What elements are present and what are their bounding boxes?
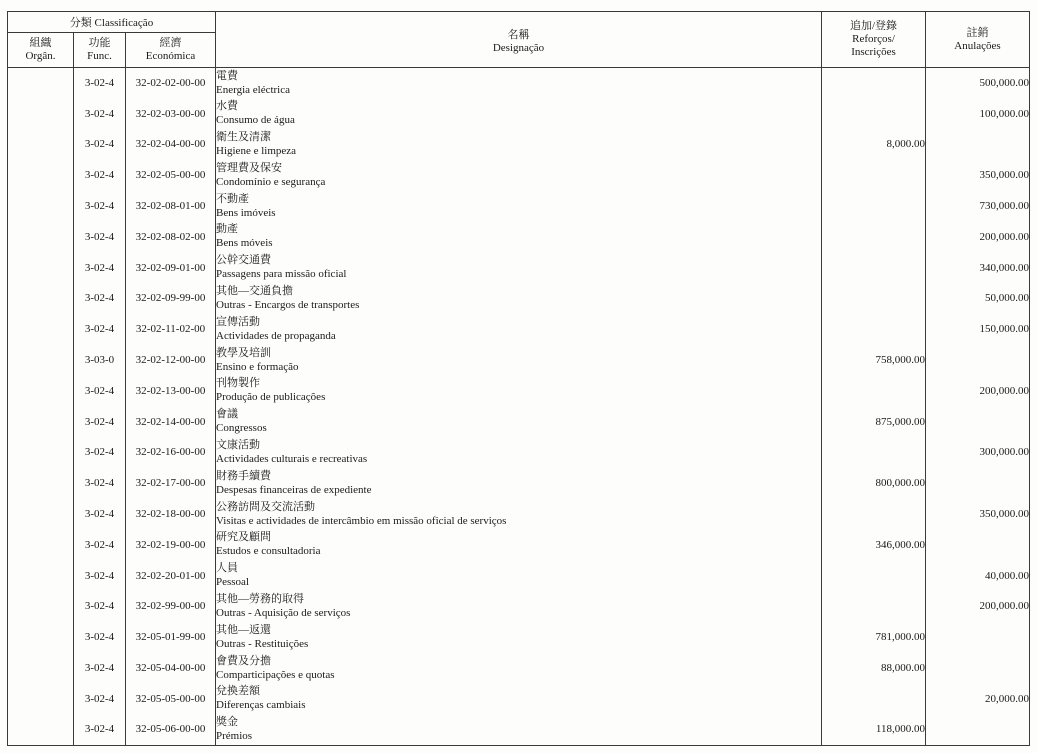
organic-cell [8,160,74,191]
functional-code-cell: 3-02-4 [74,529,126,560]
functional-code-cell: 3-02-4 [74,560,126,591]
annulment-amount-cell [926,345,1030,376]
designation-cell [216,499,822,530]
organic-cell [8,191,74,222]
organic-cell [8,683,74,714]
reinforcements-zh: 追加/登錄 [849,20,898,32]
functional-code-cell: 3-02-4 [74,375,126,406]
economic-code-cell: 32-02-08-01-00 [126,191,216,222]
functional-code-cell: 3-02-4 [74,437,126,468]
reinforcement-amount-cell: 781,000.00 [822,622,926,653]
functional-code-cell: 3-02-4 [74,499,126,530]
annulment-amount-cell [926,529,1030,560]
reinforcement-amount-cell [822,499,926,530]
organic-cell [8,591,74,622]
table-row [8,591,1030,622]
designation-pt-text: Prémios [216,729,253,742]
organic-cell [8,221,74,252]
designation-cell [216,437,822,468]
economic-code-cell: 32-05-05-00-00 [126,683,216,714]
reinforcement-amount-cell: 346,000.00 [822,529,926,560]
designation-pt-text: Actividades culturais e recreativas [216,452,368,465]
designation-cell [216,129,822,160]
economic-code-cell: 32-05-01-99-00 [126,622,216,653]
designation-cell [216,221,822,252]
economic-code-cell: 32-02-08-02-00 [126,221,216,252]
economic-code-cell: 32-02-09-01-00 [126,252,216,283]
economic-code-cell: 32-02-17-00-00 [126,468,216,499]
annulment-amount-cell: 730,000.00 [926,191,1030,222]
functional-code-cell: 3-02-4 [74,314,126,345]
annulment-amount-cell [926,653,1030,684]
reinforcement-amount-cell [822,437,926,468]
table-row [8,406,1030,437]
annulment-amount-cell: 50,000.00 [926,283,1030,314]
designation-zh-text: 不動產 [216,192,249,205]
designation-zh-text: 衛生及清潔 [216,130,271,143]
functional-code-cell: 3-03-0 [74,345,126,376]
functional-code-cell: 3-02-4 [74,406,126,437]
designation-cell [216,560,822,591]
table-row [8,375,1030,406]
annulment-amount-cell: 40,000.00 [926,560,1030,591]
reinforcement-amount-cell [822,98,926,129]
organic-pt: Orgân. [25,50,56,62]
designation-pt-text: Consumo de água [216,114,295,127]
annulments-pt: Anulações [954,39,1001,52]
functional-code-cell: 3-02-4 [74,653,126,684]
designation-zh-text: 研究及顧問 [216,531,271,544]
table-row [8,283,1030,314]
designation-cell [216,529,822,560]
table-row [8,98,1030,129]
reinforcement-amount-cell [822,375,926,406]
designation-zh-text: 管理費及保安 [216,161,282,174]
organic-zh: 組織 [29,37,52,49]
organic-cell [8,622,74,653]
designation-pt-text: Despesas financeiras de expediente [216,483,372,496]
reinforcement-amount-cell: 875,000.00 [822,406,926,437]
designation-cell [216,314,822,345]
table-row [8,468,1030,499]
designation-cell [216,283,822,314]
designation-cell [216,160,822,191]
functional-code-cell: 3-02-4 [74,252,126,283]
reinforcement-amount-cell [822,160,926,191]
designation-cell [216,683,822,714]
organic-cell [8,714,74,745]
reinforcement-amount-cell [822,591,926,622]
table-row [8,129,1030,160]
designation-pt-text: Visitas e actividades de intercâmbio em missão oficial de serviços [216,514,507,527]
functional-code-cell: 3-02-4 [74,191,126,222]
designation-cell [216,622,822,653]
annulment-amount-cell: 350,000.00 [926,160,1030,191]
functional-code-cell: 3-02-4 [74,683,126,714]
organic-cell [8,560,74,591]
functional-pt: Func. [87,50,112,62]
designation-zh-text: 財務手續費 [216,469,271,482]
designation-cell [216,714,822,745]
functional-zh: 功能 [88,37,111,49]
organic-cell [8,406,74,437]
functional-header [74,33,126,68]
functional-code-cell: 3-02-4 [74,68,126,99]
reinforcement-amount-cell: 8,000.00 [822,129,926,160]
designation-zh-text: 會費及分擔 [216,654,271,667]
annulment-amount-cell: 300,000.00 [926,437,1030,468]
designation-zh-text: 教學及培訓 [216,346,271,359]
designation-pt-text: Passagens para missão oficial [216,268,347,281]
economic-code-cell: 32-02-02-00-00 [126,68,216,99]
designation-pt-text: Comparticipações e quotas [216,668,335,681]
economic-code-cell: 32-02-13-00-00 [126,375,216,406]
reinforcements-pt1: Reforços/ [852,33,895,45]
economic-code-cell: 32-02-04-00-00 [126,129,216,160]
functional-code-cell: 3-02-4 [74,468,126,499]
organic-cell [8,129,74,160]
designation-zh-text: 兌換差額 [216,685,260,698]
organic-cell [8,437,74,468]
reinforcements-header [822,12,926,68]
economic-code-cell: 32-02-99-00-00 [126,591,216,622]
reinforcement-amount-cell [822,252,926,283]
economic-code-cell: 32-02-05-00-00 [126,160,216,191]
organic-header [8,33,74,68]
functional-code-cell: 3-02-4 [74,160,126,191]
designation-cell [216,191,822,222]
organic-cell [8,653,74,684]
annulment-amount-cell: 200,000.00 [926,221,1030,252]
designation-zh-text: 文康活動 [216,438,260,451]
table-row [8,68,1030,99]
annulment-amount-cell [926,622,1030,653]
designation-pt-text: Higiene e limpeza [216,144,297,157]
organic-cell [8,375,74,406]
annulments-zh: 註銷 [966,26,989,39]
functional-code-cell: 3-02-4 [74,622,126,653]
economic-code-cell: 32-02-12-00-00 [126,345,216,376]
annulments-header [926,12,1030,68]
table-row [8,314,1030,345]
organic-cell [8,68,74,99]
annulment-amount-cell: 340,000.00 [926,252,1030,283]
table-row [8,191,1030,222]
annulment-amount-cell: 200,000.00 [926,591,1030,622]
functional-code-cell: 3-02-4 [74,283,126,314]
reinforcement-amount-cell [822,191,926,222]
designation-zh-text: 宣傳活動 [216,315,260,328]
economic-pt: Económica [145,50,196,62]
table-row [8,622,1030,653]
designation-cell [216,406,822,437]
designation-zh-text: 水費 [216,100,238,113]
organic-cell [8,499,74,530]
table-body [8,68,1030,746]
reinforcement-amount-cell [822,560,926,591]
designation-zh-text: 公幹交通費 [216,254,271,267]
designation-pt-text: Diferenças cambiais [216,699,306,712]
designation-pt-text: Bens imóveis [216,206,276,219]
functional-code-cell: 3-02-4 [74,129,126,160]
designation-pt-text: Produção de publicações [216,391,326,404]
designation-pt-text: Ensino e formação [216,360,299,373]
designation-zh-text: 獎金 [216,715,238,728]
annulment-amount-cell: 20,000.00 [926,683,1030,714]
organic-cell [8,252,74,283]
organic-cell [8,529,74,560]
annulment-amount-cell: 350,000.00 [926,499,1030,530]
reinforcement-amount-cell: 800,000.00 [822,468,926,499]
designation-cell [216,68,822,99]
table-row [8,252,1030,283]
table-row [8,221,1030,252]
designation-pt-text: Pessoal [216,576,249,589]
designation-zh-text: 其他—返還 [216,623,271,636]
economic-code-cell: 32-02-09-99-00 [126,283,216,314]
economic-code-cell: 32-02-16-00-00 [126,437,216,468]
reinforcement-amount-cell [822,683,926,714]
organic-cell [8,98,74,129]
economic-code-cell: 32-02-14-00-00 [126,406,216,437]
table-row [8,560,1030,591]
economic-code-cell: 32-05-06-00-00 [126,714,216,745]
annulment-amount-cell [926,714,1030,745]
reinforcement-amount-cell [822,314,926,345]
economic-header [126,33,216,68]
designation-cell [216,591,822,622]
designation-zh: 名稱 [507,28,530,41]
table-row [8,499,1030,530]
reinforcement-amount-cell: 758,000.00 [822,345,926,376]
designation-cell [216,375,822,406]
designation-pt-text: Bens móveis [216,237,273,250]
designation-zh-text: 電費 [216,69,238,82]
designation-pt: Designação [492,41,545,54]
reinforcement-amount-cell [822,68,926,99]
designation-zh-text: 其他—勞務的取得 [216,592,304,605]
designation-pt-text: Estudos e consultadoria [216,545,321,558]
functional-code-cell: 3-02-4 [74,98,126,129]
designation-cell [216,252,822,283]
annulment-amount-cell: 200,000.00 [926,375,1030,406]
reinforcement-amount-cell [822,221,926,252]
organic-cell [8,314,74,345]
designation-pt-text: Outras - Restituições [216,637,309,650]
functional-code-cell: 3-02-4 [74,591,126,622]
table-header [8,12,1030,68]
designation-zh-text: 刊物製作 [216,377,260,390]
budget-table [7,11,1030,746]
economic-zh: 經濟 [159,37,182,49]
table-row [8,160,1030,191]
designation-cell [216,468,822,499]
economic-code-cell: 32-02-03-00-00 [126,98,216,129]
functional-code-cell: 3-02-4 [74,221,126,252]
annulment-amount-cell: 150,000.00 [926,314,1030,345]
annulment-amount-cell [926,468,1030,499]
economic-code-cell: 32-02-18-00-00 [126,499,216,530]
designation-zh-text: 公務訪問及交流活動 [216,500,315,513]
annulment-amount-cell: 500,000.00 [926,68,1030,99]
economic-code-cell: 32-05-04-00-00 [126,653,216,684]
table-row [8,437,1030,468]
reinforcements-pt2: Inscrições [851,46,896,58]
functional-code-cell: 3-02-4 [74,714,126,745]
designation-zh-text: 其他—交通負擔 [216,284,293,297]
designation-zh-text: 人員 [216,562,238,575]
designation-header [216,12,822,68]
annulment-amount-cell [926,129,1030,160]
economic-code-cell: 32-02-19-00-00 [126,529,216,560]
designation-pt-text: Actividades de propaganda [216,329,336,342]
annulment-amount-cell: 100,000.00 [926,98,1030,129]
designation-pt-text: Condomínio e segurança [216,175,326,188]
designation-pt-text: Outras - Encargos de transportes [216,298,360,311]
reinforcement-amount-cell [822,283,926,314]
table-row [8,653,1030,684]
table-row [8,683,1030,714]
organic-cell [8,345,74,376]
designation-cell [216,98,822,129]
classification-header: 分類 Classificação [8,12,216,33]
designation-pt-text: Congressos [216,422,267,435]
economic-code-cell: 32-02-20-01-00 [126,560,216,591]
table-row [8,714,1030,745]
designation-cell [216,345,822,376]
reinforcement-amount-cell: 118,000.00 [822,714,926,745]
organic-cell [8,468,74,499]
designation-zh-text: 動產 [216,223,238,236]
table-row [8,529,1030,560]
organic-cell [8,283,74,314]
designation-zh-text: 會議 [216,408,238,421]
designation-cell [216,653,822,684]
designation-pt-text: Energia eléctrica [216,83,290,96]
reinforcement-amount-cell: 88,000.00 [822,653,926,684]
designation-pt-text: Outras - Aquisição de serviços [216,606,351,619]
table-row [8,345,1030,376]
annulment-amount-cell [926,406,1030,437]
economic-code-cell: 32-02-11-02-00 [126,314,216,345]
